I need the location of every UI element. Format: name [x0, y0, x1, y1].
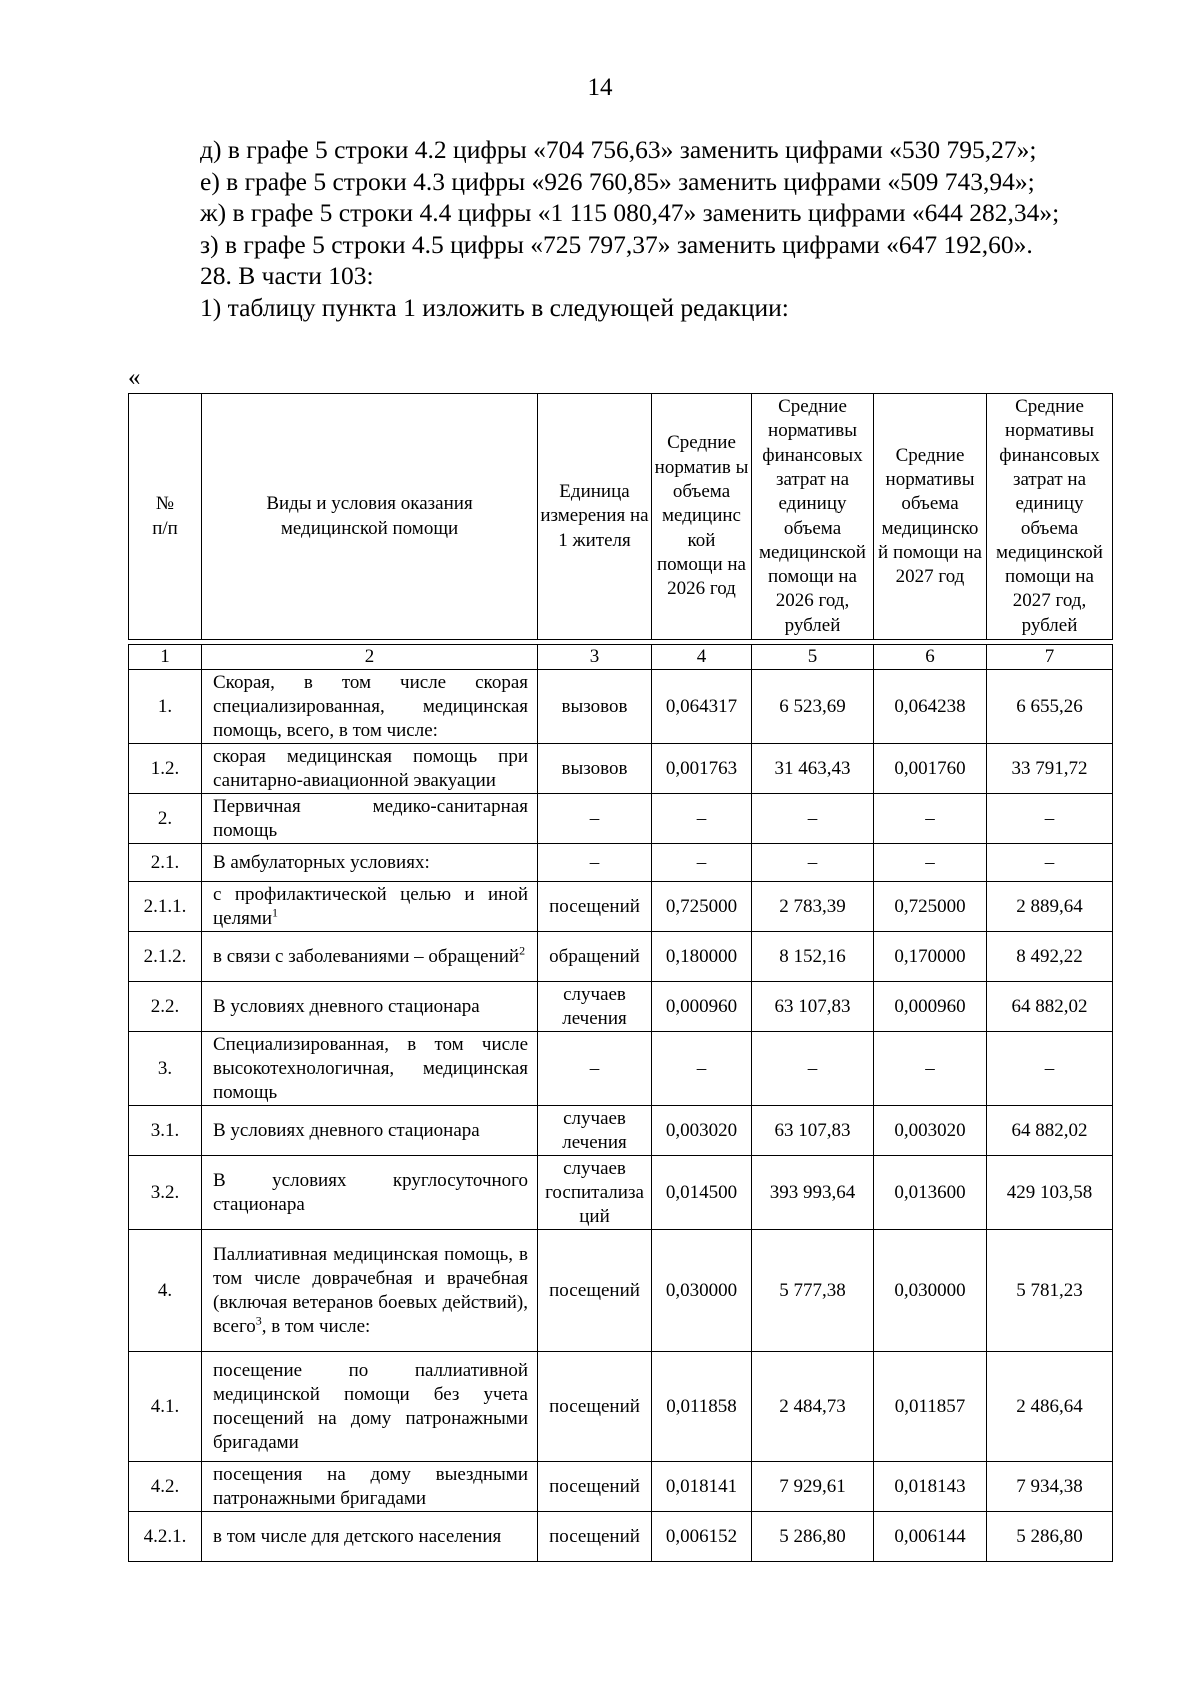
row-num: 4.	[129, 1230, 202, 1352]
row-num: 2.1.2.	[129, 932, 202, 982]
column-number: 4	[652, 645, 752, 670]
row-num: 4.2.1.	[129, 1512, 202, 1562]
row-num: 1.	[129, 670, 202, 744]
row-volume-2026: –	[652, 794, 752, 844]
row-cost-2027: 8 492,22	[987, 932, 1113, 982]
row-cost-2026: 393 993,64	[752, 1156, 874, 1230]
row-volume-2027: –	[874, 1032, 987, 1106]
norms-table	[128, 393, 1113, 1562]
open-quote: «	[128, 364, 141, 391]
row-unit: вызовов	[538, 744, 652, 794]
row-volume-2027: 0,725000	[874, 882, 987, 932]
row-desc: В условиях круглосуточного стационара	[202, 1156, 538, 1230]
row-cost-2026: 31 463,43	[752, 744, 874, 794]
row-volume-2027: 0,170000	[874, 932, 987, 982]
header-volume-2027: Средние нормативы объема медицинско й помощи на 2027 год	[874, 394, 987, 640]
row-volume-2027: 0,011857	[874, 1352, 987, 1462]
paragraph-part-103: 28. В части 103:	[200, 261, 374, 290]
row-unit: посещений	[538, 1352, 652, 1462]
row-cost-2026: 7 929,61	[752, 1462, 874, 1512]
row-cost-2026: –	[752, 794, 874, 844]
row-volume-2026: –	[652, 844, 752, 882]
row-cost-2027: 7 934,38	[987, 1462, 1113, 1512]
column-number-row	[129, 645, 1113, 670]
footnote-mark: 3	[255, 1313, 262, 1328]
row-desc: в связи с заболеваниями – обращений$^2$	[202, 932, 538, 982]
paragraph-e: е) в графе 5 строки 4.3 цифры «926 760,85» заменить цифрами «509 743,94»;	[200, 166, 1035, 196]
row-volume-2026: 0,064317	[652, 670, 752, 744]
row-volume-2026: 0,014500	[652, 1156, 752, 1230]
table-row	[129, 1352, 1113, 1462]
row-cost-2026: –	[752, 844, 874, 882]
row-unit: –	[538, 794, 652, 844]
row-unit: посещений	[538, 882, 652, 932]
table-row	[129, 1106, 1113, 1156]
row-num: 2.2.	[129, 982, 202, 1032]
row-desc: с профилактической целью и иной целями$^1$	[202, 882, 538, 932]
row-num: 1.2.	[129, 744, 202, 794]
row-unit: вызовов	[538, 670, 652, 744]
row-cost-2027: –	[987, 794, 1113, 844]
row-cost-2026: 6 523,69	[752, 670, 874, 744]
table-row	[129, 1156, 1113, 1230]
row-cost-2027: –	[987, 844, 1113, 882]
row-volume-2026: 0,018141	[652, 1462, 752, 1512]
row-unit: –	[538, 1032, 652, 1106]
row-num: 2.1.	[129, 844, 202, 882]
row-num: 2.1.1.	[129, 882, 202, 932]
table-row	[129, 982, 1113, 1032]
header-volume-2026: Средние норматив ы объема медицинс кой помощи на 2026 год	[652, 394, 752, 640]
row-unit: обращений	[538, 932, 652, 982]
table-row	[129, 1230, 1113, 1352]
table-row	[129, 794, 1113, 844]
row-num: 2.	[129, 794, 202, 844]
row-cost-2026: 8 152,16	[752, 932, 874, 982]
row-cost-2027: 429 103,58	[987, 1156, 1113, 1230]
header-cost-2027: Средние нормативы финансовых затрат на единицу объема медицинской помощи на 2027 год, рублей	[987, 394, 1113, 640]
row-unit: случаев лечения	[538, 1106, 652, 1156]
table-row	[129, 1512, 1113, 1562]
column-number: 7	[987, 645, 1113, 670]
row-volume-2027: 0,013600	[874, 1156, 987, 1230]
row-cost-2027: 5 781,23	[987, 1230, 1113, 1352]
row-desc: скорая медицинская помощь при санитарно-авиационной эвакуации	[202, 744, 538, 794]
row-volume-2026: 0,011858	[652, 1352, 752, 1462]
row-desc: В условиях дневного стационара	[202, 982, 538, 1032]
row-unit: посещений	[538, 1230, 652, 1352]
footnote-mark: 2	[519, 943, 526, 958]
row-volume-2027: –	[874, 794, 987, 844]
row-volume-2026: 0,001763	[652, 744, 752, 794]
paragraph-z: з) в графе 5 строки 4.5 цифры «725 797,37» заменить цифрами «647 192,60».	[200, 229, 1033, 259]
row-unit: посещений	[538, 1512, 652, 1562]
row-cost-2027: 64 882,02	[987, 1106, 1113, 1156]
paragraph-zh: ж) в графе 5 строки 4.4 цифры «1 115 080,47» заменить цифрами «644 282,34»;	[200, 198, 1060, 227]
column-number: 3	[538, 645, 652, 670]
table-row	[129, 882, 1113, 932]
footnote-mark: 1	[272, 905, 279, 920]
table-header-row	[129, 394, 1113, 640]
row-num: 3.	[129, 1032, 202, 1106]
row-cost-2026: 63 107,83	[752, 1106, 874, 1156]
column-number: 2	[202, 645, 538, 670]
row-desc: В амбулаторных условиях:	[202, 844, 538, 882]
row-volume-2027: 0,003020	[874, 1106, 987, 1156]
row-desc: Скорая, в том числе скорая специализированная, медицинская помощь, всего, в том числе:	[202, 670, 538, 744]
row-unit: случаев лечения	[538, 982, 652, 1032]
table-row	[129, 844, 1113, 882]
row-volume-2026: 0,030000	[652, 1230, 752, 1352]
row-cost-2027: 2 486,64	[987, 1352, 1113, 1462]
row-volume-2027: 0,001760	[874, 744, 987, 794]
row-volume-2026: 0,725000	[652, 882, 752, 932]
paragraph-d: д) в графе 5 строки 4.2 цифры «704 756,63» заменить цифрами «530 795,27»;	[200, 135, 1037, 164]
row-cost-2026: 5 286,80	[752, 1512, 874, 1562]
row-desc: посещение по паллиативной медицинской помощи без учета посещений на дому патронажными бригадами	[202, 1352, 538, 1462]
row-cost-2027: 2 889,64	[987, 882, 1113, 932]
row-num: 3.2.	[129, 1156, 202, 1230]
column-number: 5	[752, 645, 874, 670]
row-cost-2026: 2 783,39	[752, 882, 874, 932]
row-cost-2026: 63 107,83	[752, 982, 874, 1032]
table-row	[129, 932, 1113, 982]
table-row	[129, 670, 1113, 744]
amendment-text	[128, 134, 1111, 323]
row-desc: в том числе для детского населения	[202, 1512, 538, 1562]
row-num: 4.2.	[129, 1462, 202, 1512]
row-volume-2027: 0,006144	[874, 1512, 987, 1562]
row-volume-2026: –	[652, 1032, 752, 1106]
row-cost-2027: 33 791,72	[987, 744, 1113, 794]
row-volume-2026: 0,003020	[652, 1106, 752, 1156]
row-cost-2027: 64 882,02	[987, 982, 1113, 1032]
table-row	[129, 744, 1113, 794]
row-desc: В условиях дневного стационара	[202, 1106, 538, 1156]
row-cost-2026: 5 777,38	[752, 1230, 874, 1352]
row-cost-2027: 5 286,80	[987, 1512, 1113, 1562]
row-unit: –	[538, 844, 652, 882]
row-volume-2027: –	[874, 844, 987, 882]
row-desc: посещения на дому выездными патронажными бригадами	[202, 1462, 538, 1512]
row-volume-2027: 0,000960	[874, 982, 987, 1032]
table-row	[129, 1462, 1113, 1512]
row-num: 3.1.	[129, 1106, 202, 1156]
row-volume-2027: 0,064238	[874, 670, 987, 744]
header-kind: Виды и условия оказания медицинской помощи	[202, 394, 538, 640]
row-volume-2026: 0,000960	[652, 982, 752, 1032]
row-cost-2027: –	[987, 1032, 1113, 1106]
paragraph-table-intro: 1) таблицу пункта 1 изложить в следующей редакции:	[200, 292, 789, 322]
page-number: 14	[587, 74, 613, 101]
row-desc: Специализированная, в том числе высокотехнологичная, медицинская помощь	[202, 1032, 538, 1106]
row-volume-2026: 0,180000	[652, 932, 752, 982]
row-volume-2027: 0,030000	[874, 1230, 987, 1352]
row-unit: случаев госпитализа ций	[538, 1156, 652, 1230]
header-unit: Единица измерения на 1 жителя	[538, 394, 652, 640]
column-number: 6	[874, 645, 987, 670]
header-num: № п/п	[129, 394, 202, 640]
row-volume-2027: 0,018143	[874, 1462, 987, 1512]
row-cost-2027: 6 655,26	[987, 670, 1113, 744]
row-cost-2026: 2 484,73	[752, 1352, 874, 1462]
column-number: 1	[129, 645, 202, 670]
row-cost-2026: –	[752, 1032, 874, 1106]
row-desc: Паллиативная медицинская помощь, в том числе доврачебная и врачебная (включая ветеранов боевых действий), всего$^3$, в том числе:	[202, 1230, 538, 1352]
row-desc: Первичная медико-санитарная помощь	[202, 794, 538, 844]
header-cost-2026: Средние нормативы финансовых затрат на единицу объема медицинской помощи на 2026 год, рублей	[752, 394, 874, 640]
row-volume-2026: 0,006152	[652, 1512, 752, 1562]
table-row	[129, 1032, 1113, 1106]
row-unit: посещений	[538, 1462, 652, 1512]
row-num: 4.1.	[129, 1352, 202, 1462]
